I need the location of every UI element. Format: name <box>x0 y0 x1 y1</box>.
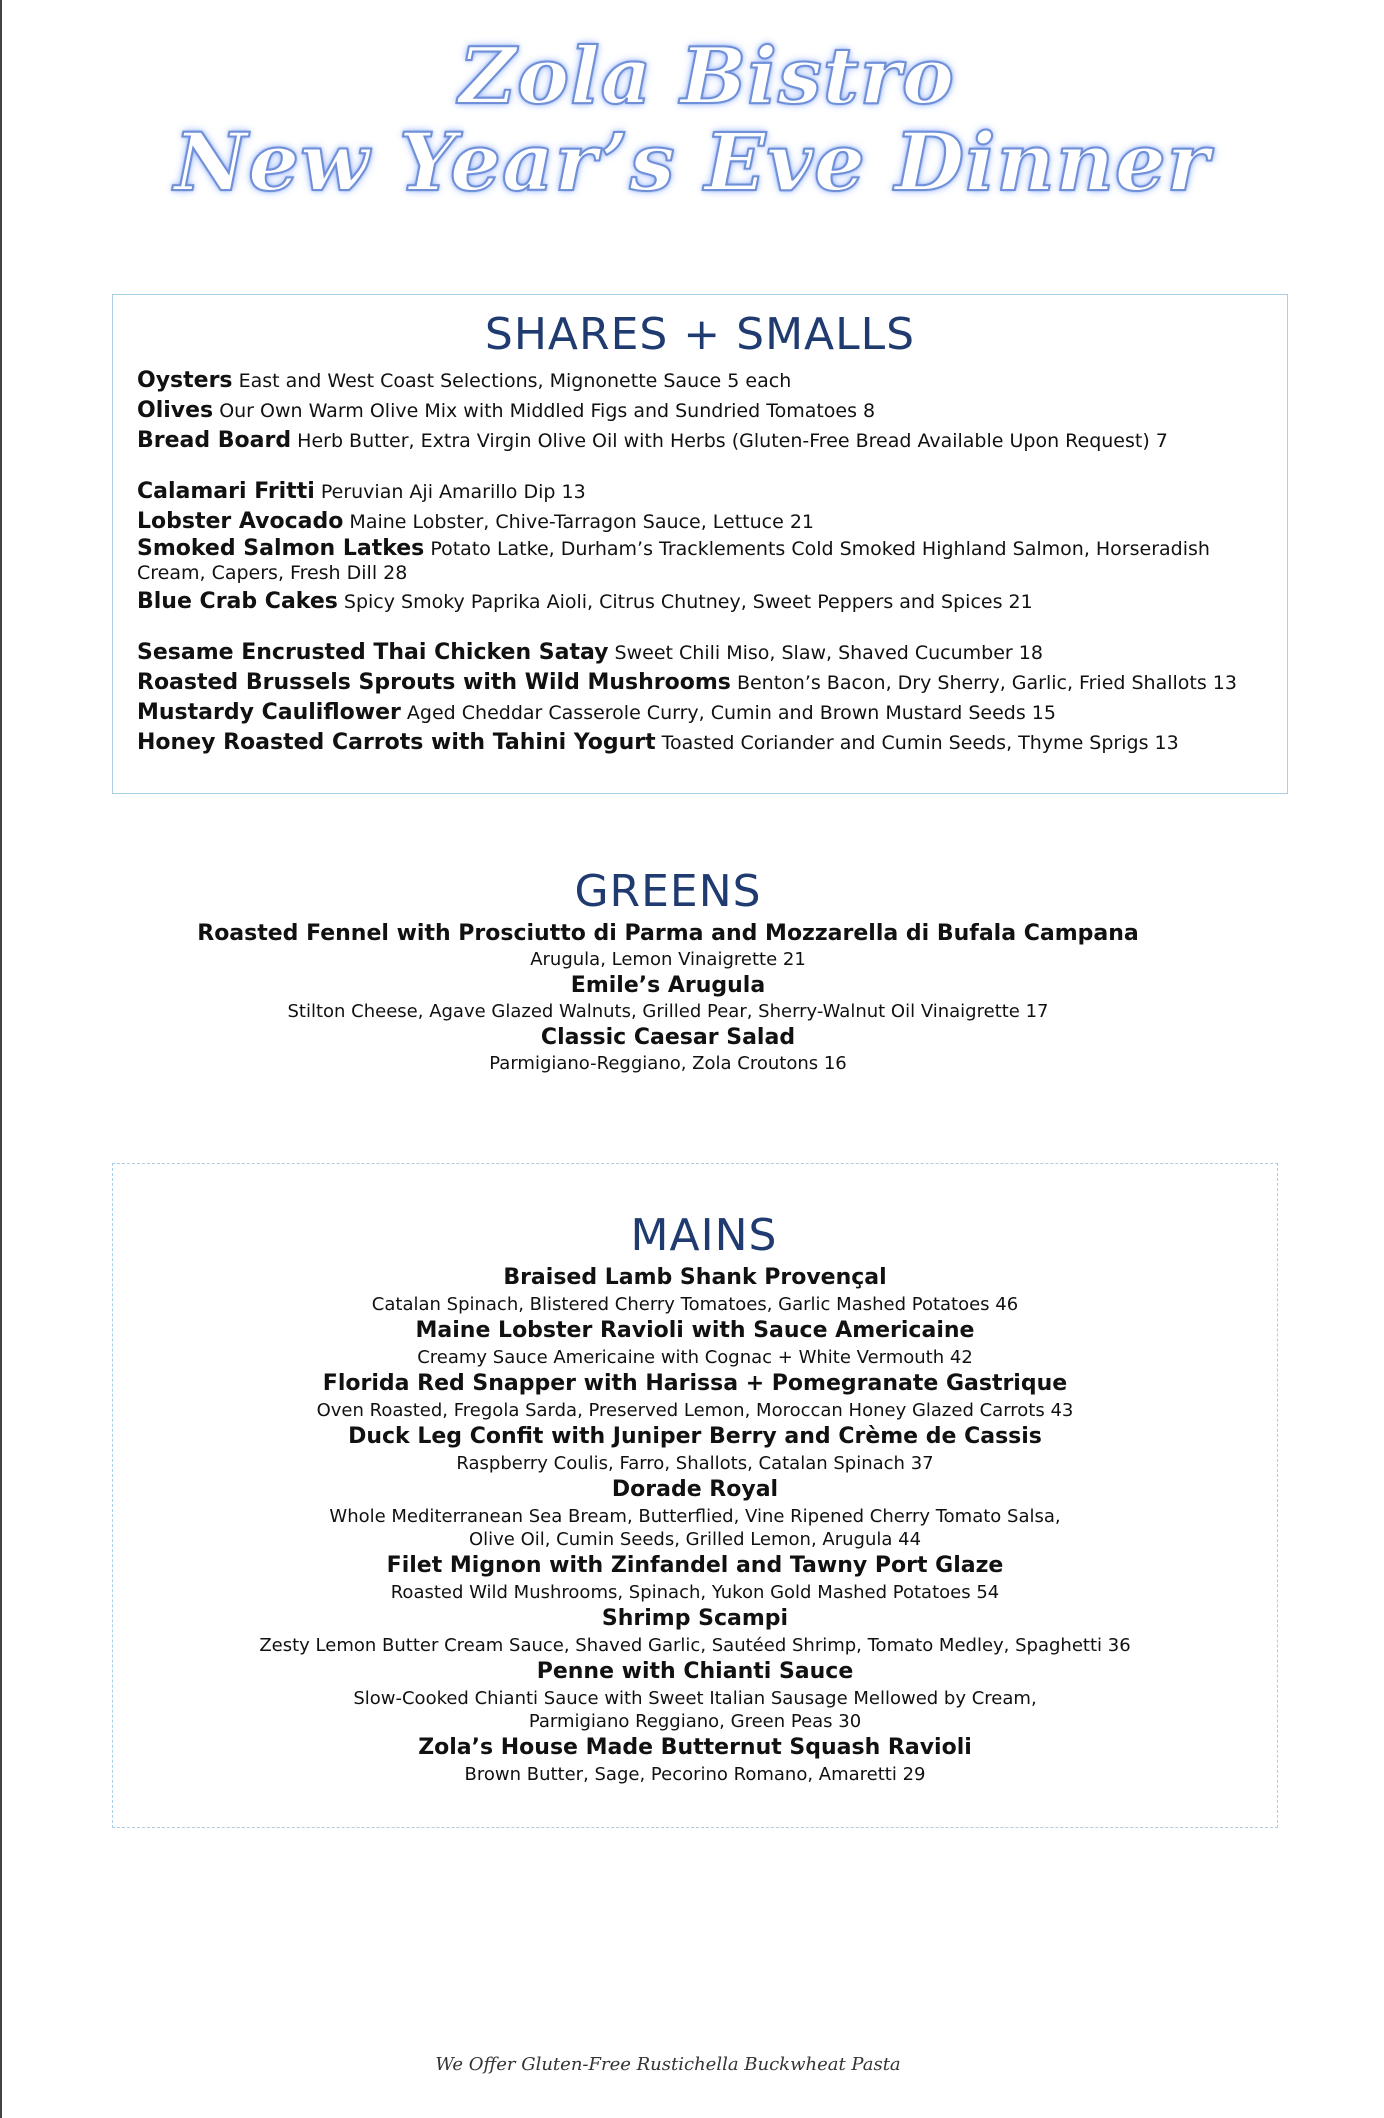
item-description: Potato Latke, Durham’s Tracklements Cold Smoked Highland Salmon, Horseradish Cream, Capers, Fresh Dill 28 <box>137 538 1210 584</box>
menu-item <box>137 537 1237 585</box>
item-name: Bread Board <box>137 428 292 453</box>
menu-item <box>137 396 1287 426</box>
item-name: Duck Leg Confit with Juniper Berry and Crème de Cassis <box>348 1424 1042 1449</box>
gluten-free-note: We Offer Gluten-Free Rustichella Buckwheat Pasta <box>435 2054 901 2075</box>
mains-heading: MAINS <box>630 1210 778 1261</box>
group-spacer <box>137 456 1287 477</box>
item-description: Creamy Sauce Americaine with Cognac + White Vermouth 42 <box>417 1347 973 1368</box>
item-description: Our Own Warm Olive Mix with Middled Figs and Sundried Tomatoes 8 <box>219 400 876 422</box>
item-description: East and West Coast Selections, Mignonette Sauce 5 each <box>238 370 792 392</box>
item-description: Spicy Smoky Paprika Aioli, Citrus Chutney, Sweet Peppers and Spices 21 <box>343 591 1033 613</box>
menu-item <box>137 426 1287 456</box>
item-description: Aged Cheddar Casserole Curry, Cumin and Brown Mustard Seeds 15 <box>406 702 1056 724</box>
shares-heading: SHARES + SMALLS <box>484 309 916 360</box>
mains-section <box>112 1163 1278 1828</box>
item-description: Brown Butter, Sage, Pecorino Romano, Amaretti 29 <box>464 1764 926 1785</box>
menu-item <box>137 638 1287 668</box>
item-description: Stilton Cheese, Agave Glazed Walnuts, Grilled Pear, Sherry-Walnut Oil Vinaigrette 17 <box>287 1001 1049 1022</box>
menu-item <box>137 507 1287 537</box>
item-name: Filet Mignon with Zinfandel and Tawny Port Glaze <box>386 1553 1004 1578</box>
item-description: Toasted Coriander and Cumin Seeds, Thyme Sprigs 13 <box>661 732 1179 754</box>
menu-item <box>137 668 1287 698</box>
item-description: Benton’s Bacon, Dry Sherry, Garlic, Fried Shallots 13 <box>736 672 1237 694</box>
item-name: Calamari Fritti <box>137 479 315 504</box>
item-description: Olive Oil, Cumin Seeds, Grilled Lemon, Arugula 44 <box>468 1529 922 1550</box>
item-name: Penne with Chianti Sauce <box>536 1659 854 1684</box>
event-title: New Year’s Eve Dinner <box>174 114 1210 209</box>
group-spacer <box>137 617 1287 638</box>
menu-item <box>137 477 1287 507</box>
item-name: Florida Red Snapper with Harissa + Pomegranate Gastrique <box>322 1371 1068 1396</box>
menu-item <box>137 728 1287 758</box>
item-name: Oysters <box>137 368 233 393</box>
item-name: Blue Crab Cakes <box>137 589 338 614</box>
item-name: Dorade Royal <box>611 1477 779 1502</box>
item-name: Braised Lamb Shank Provençal <box>503 1265 887 1290</box>
greens-section <box>0 866 1336 1075</box>
item-name: Classic Caesar Salad <box>540 1025 796 1050</box>
item-description: Roasted Wild Mushrooms, Spinach, Yukon Gold Mashed Potatoes 54 <box>390 1582 1000 1603</box>
item-name: Lobster Avocado <box>137 509 344 534</box>
item-name: Shrimp Scampi <box>601 1606 789 1631</box>
item-description: Raspberry Coulis, Farro, Shallots, Catalan Spinach 37 <box>456 1453 934 1474</box>
restaurant-name: Zola Bistro <box>459 31 955 122</box>
item-name: Smoked Salmon Latkes <box>137 536 425 561</box>
item-name: Honey Roasted Carrots with Tahini Yogurt <box>137 730 656 755</box>
item-description: Oven Roasted, Fregola Sarda, Preserved Lemon, Moroccan Honey Glazed Carrots 43 <box>316 1400 1074 1421</box>
item-name: Emile’s Arugula <box>570 973 766 998</box>
item-description: Peruvian Aji Amarillo Dip 13 <box>320 481 586 503</box>
item-description: Maine Lobster, Chive-Tarragon Sauce, Lettuce 21 <box>349 511 815 533</box>
greens-heading: GREENS <box>574 866 762 917</box>
item-name: Zola’s House Made Butternut Squash Ravioli <box>418 1735 972 1760</box>
item-name: Roasted Fennel with Prosciutto di Parma and Mozzarella di Bufala Campana <box>197 921 1139 946</box>
menu-header <box>0 31 1384 209</box>
menu-item <box>137 698 1287 728</box>
item-name: Roasted Brussels Sprouts with Wild Mushrooms <box>137 670 731 695</box>
item-description: Zesty Lemon Butter Cream Sauce, Shaved Garlic, Sautéed Shrimp, Tomato Medley, Spaghetti 36 <box>259 1635 1131 1656</box>
item-name: Olives <box>137 398 214 423</box>
item-description: Herb Butter, Extra Virgin Olive Oil with Herbs (Gluten-Free Bread Available Upon Request) 7 <box>297 430 1168 452</box>
menu-item <box>137 587 1287 617</box>
item-description: Whole Mediterranean Sea Bream, Butterflied, Vine Ripened Cherry Tomato Salsa, <box>329 1506 1061 1527</box>
item-description: Sweet Chili Miso, Slaw, Shaved Cucumber 18 <box>614 642 1043 664</box>
item-description: Slow-Cooked Chianti Sauce with Sweet Italian Sausage Mellowed by Cream, <box>353 1688 1037 1709</box>
item-description: Parmigiano Reggiano, Green Peas 30 <box>528 1711 862 1732</box>
item-name: Sesame Encrusted Thai Chicken Satay <box>137 640 609 665</box>
item-description: Parmigiano-Reggiano, Zola Croutons 16 <box>489 1053 847 1074</box>
item-name: Maine Lobster Ravioli with Sauce Americaine <box>415 1318 975 1343</box>
item-name: Mustardy Cauliflower <box>137 700 401 725</box>
item-description: Catalan Spinach, Blistered Cherry Tomatoes, Garlic Mashed Potatoes 46 <box>371 1294 1019 1315</box>
shares-section <box>112 294 1288 794</box>
menu-item <box>137 366 1287 396</box>
item-description: Arugula, Lemon Vinaigrette 21 <box>530 949 806 970</box>
